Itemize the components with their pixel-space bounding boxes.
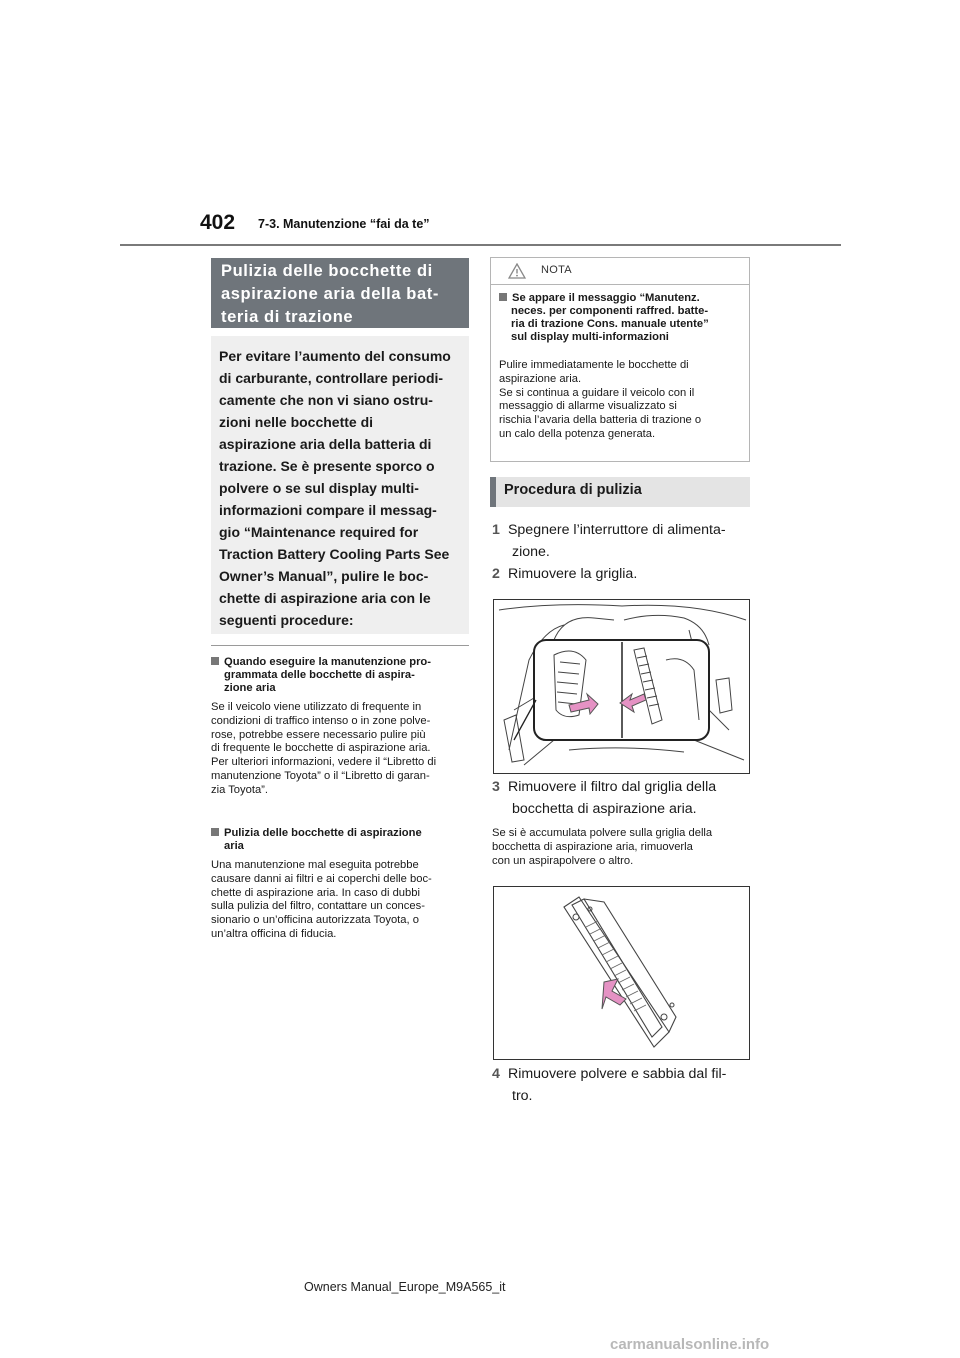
intro-line: informazioni compare il messag-: [219, 502, 437, 518]
intro-line: di carburante, controllare periodi-: [219, 370, 444, 386]
filter-drawing: [494, 887, 749, 1059]
banner-line: aspirazione aria della bat-: [221, 285, 439, 303]
maintenance-schedule-section: [211, 656, 473, 798]
section-title: 7-3. Manutenzione “fai da te”: [258, 217, 430, 231]
notice-header: [491, 258, 749, 285]
intro-box: [211, 336, 469, 634]
square-bullet-icon: [211, 657, 219, 665]
filter-removal-illustration: [493, 886, 750, 1060]
intro-line: camente che non vi siano ostru-: [219, 392, 433, 408]
notice-heading: Se appare il messaggio “Manutenz. neces. per componenti raffred. batte- ria di trazione Cons. manuale utente” sul display multi-informazioni: [499, 292, 743, 344]
intro-line: Traction Battery Cooling Parts See: [219, 546, 450, 562]
notice-box: [490, 257, 750, 462]
procedure-title: Procedura di pulizia: [504, 482, 642, 498]
sub-heading: Pulizia delle bocchette di aspirazione aria: [211, 827, 473, 853]
rear-seat-grille-illustration: [493, 599, 750, 774]
step-number: 3: [492, 779, 500, 795]
section-banner: [211, 258, 469, 328]
step-3: 3 Rimuovere il filtro dal griglia della bocchetta di aspirazione aria.: [492, 776, 752, 820]
step-4: 4 Rimuovere polvere e sabbia dal fil- tro.: [492, 1063, 752, 1107]
intro-line: polvere o se sul display multi-: [219, 480, 419, 496]
notice-body: Pulire immediatamente le bocchette di aspirazione aria. Se si continua a guidare il veicolo con il messaggio di allarme visualizzato si rischia l’avaria della batteria di trazione o un calo della potenza generata.: [499, 359, 702, 440]
square-bullet-icon: [499, 293, 507, 301]
step-number: 2: [492, 566, 500, 582]
step-1: 1 Spegnere l’interruttore di alimenta- zione.: [492, 519, 752, 563]
sub-heading: Quando eseguire la manutenzione pro- grammata delle bocchette di aspira- zione aria: [211, 656, 473, 695]
section-divider: [211, 645, 469, 646]
intro-line: Owner’s Manual”, pulire le boc-: [219, 568, 429, 584]
step-number: 1: [492, 522, 500, 538]
footer-manual-id: Owners Manual_Europe_M9A565_it: [304, 1280, 506, 1294]
step-2: 2 Rimuovere la griglia.: [492, 563, 752, 585]
step-number: 4: [492, 1066, 500, 1082]
intro-line: Per evitare l’aumento del consumo: [219, 348, 451, 364]
square-bullet-icon: [211, 828, 219, 836]
page-number: 402: [200, 211, 236, 234]
warning-triangle-icon: [508, 263, 526, 279]
banner-line: teria di trazione: [221, 308, 354, 326]
intro-line: seguenti procedure:: [219, 612, 354, 628]
intro-line: gio “Maintenance required for: [219, 524, 419, 540]
grille-removal-drawing: [494, 600, 749, 773]
notice-title: NOTA: [541, 264, 572, 276]
intro-line: aspirazione aria della batteria di: [219, 436, 432, 452]
banner-line: Pulizia delle bocchette di: [221, 262, 433, 280]
pull-arrow-icon: [602, 979, 626, 1009]
step-3-note: Se si è accumulata polvere sulla griglia della bocchetta di aspirazione aria, rimuoverla con un aspirapolvere o altro.: [492, 827, 713, 867]
section-body: Una manutenzione mal eseguita potrebbe causare danni ai filtri e ai coperchi delle boc- chette di aspirazione aria. In caso di dubbi sulla pulizia del filtro, contattare un conces- sionario o un’officina autorizzata Toyota, o un’altra officina di fiducia.: [211, 859, 432, 940]
watermark: carmanualsonline.info: [610, 1336, 770, 1353]
intro-line: chette di aspirazione aria con le: [219, 590, 431, 606]
header-divider: [120, 244, 841, 246]
procedure-banner: [490, 477, 750, 507]
cleaning-section: [211, 827, 473, 942]
banner-accent-bar: [490, 477, 496, 507]
intro-line: trazione. Se è presente sporco o: [219, 458, 435, 474]
intro-line: zioni nelle bocchette di: [219, 414, 374, 430]
section-body: Se il veicolo viene utilizzato di frequente in condizioni di traffico intenso o in zone polve- rose, potrebbe essere necessario pulire più di frequente le bocchette di aspirazione aria. Per ulteriori informazioni, vedere il “Libretto di manutenzione Toyota” o il “Libretto di garan- zia Toyota”.: [211, 701, 437, 796]
